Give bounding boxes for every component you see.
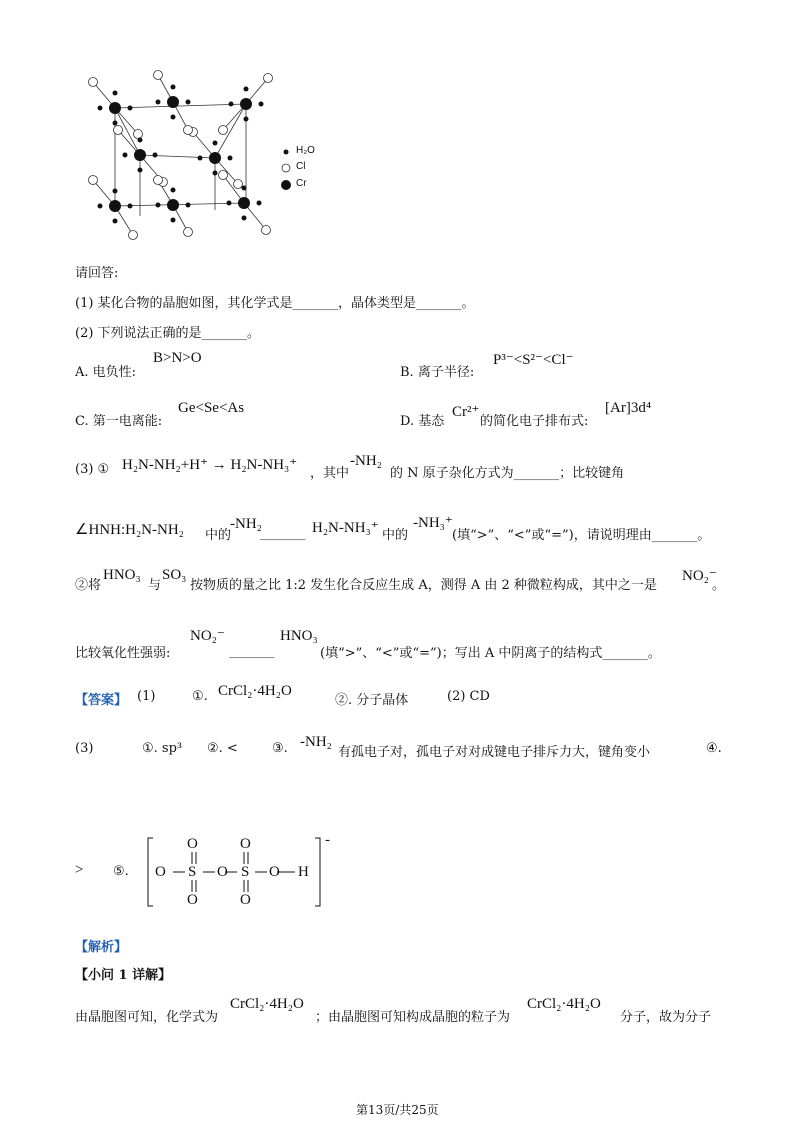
- option-d-mid: 的简化电子排布式:: [480, 414, 589, 429]
- question-3-mid: ，其中: [310, 466, 350, 481]
- option-b-formula: P³⁻<S²⁻<Cl⁻: [493, 352, 574, 368]
- question-3-equation: H₂N-NH₂+H⁺ → H₂N-NH₃⁺: [122, 457, 298, 473]
- answer-3-3-formula: -NH₂: [300, 734, 332, 750]
- answer-1-2: ②. 分子晶体: [335, 693, 409, 708]
- struct-o2: O: [217, 864, 228, 880]
- analysis-text2: ；由晶胞图可知构成晶胞的粒子为: [315, 1010, 511, 1025]
- page-number: 第13页/共25页: [356, 1103, 439, 1117]
- line4-blank: _______: [260, 526, 306, 541]
- option-d-label: D. 基态: [400, 414, 445, 429]
- line5-text2: 与: [148, 578, 162, 593]
- line4-nh2: -NH₂: [230, 516, 262, 532]
- struct-o-bottom2: O: [240, 892, 251, 908]
- analysis-sub-tag: 【小问 1 详解】: [75, 968, 172, 983]
- struct-o1: O: [155, 864, 166, 880]
- figure-legend: [281, 150, 291, 191]
- legend-h2o-marker: [284, 150, 289, 155]
- line4-nh3: -NH₃⁺: [413, 515, 453, 531]
- line6-blank: _______: [229, 644, 275, 659]
- line4-text1: 中的: [205, 528, 232, 543]
- answer-3-1: ①. sp³: [142, 741, 183, 756]
- struct-o-top2: O: [240, 836, 251, 852]
- analysis-tag: 【解析】: [75, 940, 128, 955]
- answer-1-formula: CrCl₂·4H₂O: [218, 683, 292, 699]
- legend-h2o-label: H₂O: [296, 145, 315, 156]
- line5-hno3: HNO₃: [103, 567, 141, 583]
- question-3-suffix: 的 N 原子杂化方式为_______；比较键角: [390, 466, 625, 481]
- crystal-cell-figure: [78, 60, 298, 250]
- line6-text1: 比较氧化性强弱:: [75, 646, 171, 661]
- line5-end: 。: [712, 578, 726, 593]
- legend-cl-label: Cl: [296, 161, 306, 172]
- question-1: (1) 某化合物的晶胞如图，其化学式是_______，晶体类型是_______。: [75, 296, 475, 311]
- struct-charge: -: [325, 832, 330, 848]
- answer-3-3-text: 有孤电子对，孤电子对对成键电子排斥力大，键角变小: [338, 745, 651, 760]
- option-b-label: B. 离子半径:: [400, 365, 475, 380]
- struct-s2: S: [241, 864, 250, 880]
- line5-text1: ②将: [75, 578, 102, 593]
- answer-3-4-value: >: [75, 862, 84, 878]
- answer-3-5: ⑤.: [113, 864, 129, 879]
- question-3-group: -NH₂: [350, 453, 382, 469]
- question-prompt: 请回答:: [75, 266, 119, 281]
- line5-text3: 按物质的量之比 1:2 发生化合反应生成 A，测得 A 由 2 种微粒构成，其中之一是: [190, 578, 657, 593]
- answer-2: (2) CD: [447, 689, 490, 704]
- line6-text2: (填“>”、“<”或“=”)；写出 A 中阴离子的结构式_______。: [320, 646, 661, 661]
- analysis-text3: 分子，故为分子: [620, 1010, 712, 1025]
- line4-h2n-nh3: H₂N-NH₃⁺: [312, 520, 379, 536]
- question-2: (2) 下列说法正确的是_______。: [75, 326, 261, 341]
- answer-3-3: ③.: [272, 741, 288, 756]
- struct-o-bottom1: O: [187, 892, 198, 908]
- option-d-formula-config: [Ar]3d⁴: [605, 400, 652, 416]
- option-d-formula-cr: Cr²⁺: [452, 404, 480, 420]
- struct-h: H: [298, 864, 309, 880]
- line4-text2: 中的: [382, 528, 409, 543]
- legend-cr-label: Cr: [296, 178, 307, 189]
- line4-angle: ∠HNH:H₂N-NH₂: [75, 522, 184, 538]
- option-c-formula: Ge<Se<As: [178, 400, 245, 416]
- legend-cr-marker: [281, 180, 291, 190]
- option-a-formula: B>N>O: [153, 350, 202, 366]
- analysis-text1: 由晶胞图可知，化学式为: [75, 1010, 219, 1025]
- line5-so3: SO₃: [162, 567, 187, 583]
- option-a-label: A. 电负性:: [75, 365, 137, 380]
- legend-cl-marker: [282, 164, 290, 172]
- answer-3: (3): [75, 741, 94, 756]
- answer-1-1: ①.: [192, 689, 208, 704]
- line4-text3: (填“>”、“<”或“=”)，请说明理由_______。: [452, 528, 711, 543]
- answer-3-4: ④.: [706, 741, 722, 756]
- struct-s1: S: [188, 864, 197, 880]
- line6-no2: NO₂⁻: [190, 628, 225, 644]
- answer-3-2: ②. <: [207, 741, 238, 756]
- option-c-label: C. 第一电离能:: [75, 414, 163, 429]
- struct-o-top1: O: [187, 836, 198, 852]
- line6-hno3: HNO₃: [280, 628, 318, 644]
- answer-tag: 【答案】: [75, 693, 128, 708]
- question-3-prefix: (3) ①: [75, 462, 110, 477]
- line5-no2: NO₂⁻: [682, 568, 717, 584]
- analysis-formula2: CrCl₂·4H₂O: [527, 996, 601, 1012]
- analysis-formula1: CrCl₂·4H₂O: [230, 996, 304, 1012]
- struct-o3: O: [269, 864, 280, 880]
- answer-1: (1): [137, 689, 156, 704]
